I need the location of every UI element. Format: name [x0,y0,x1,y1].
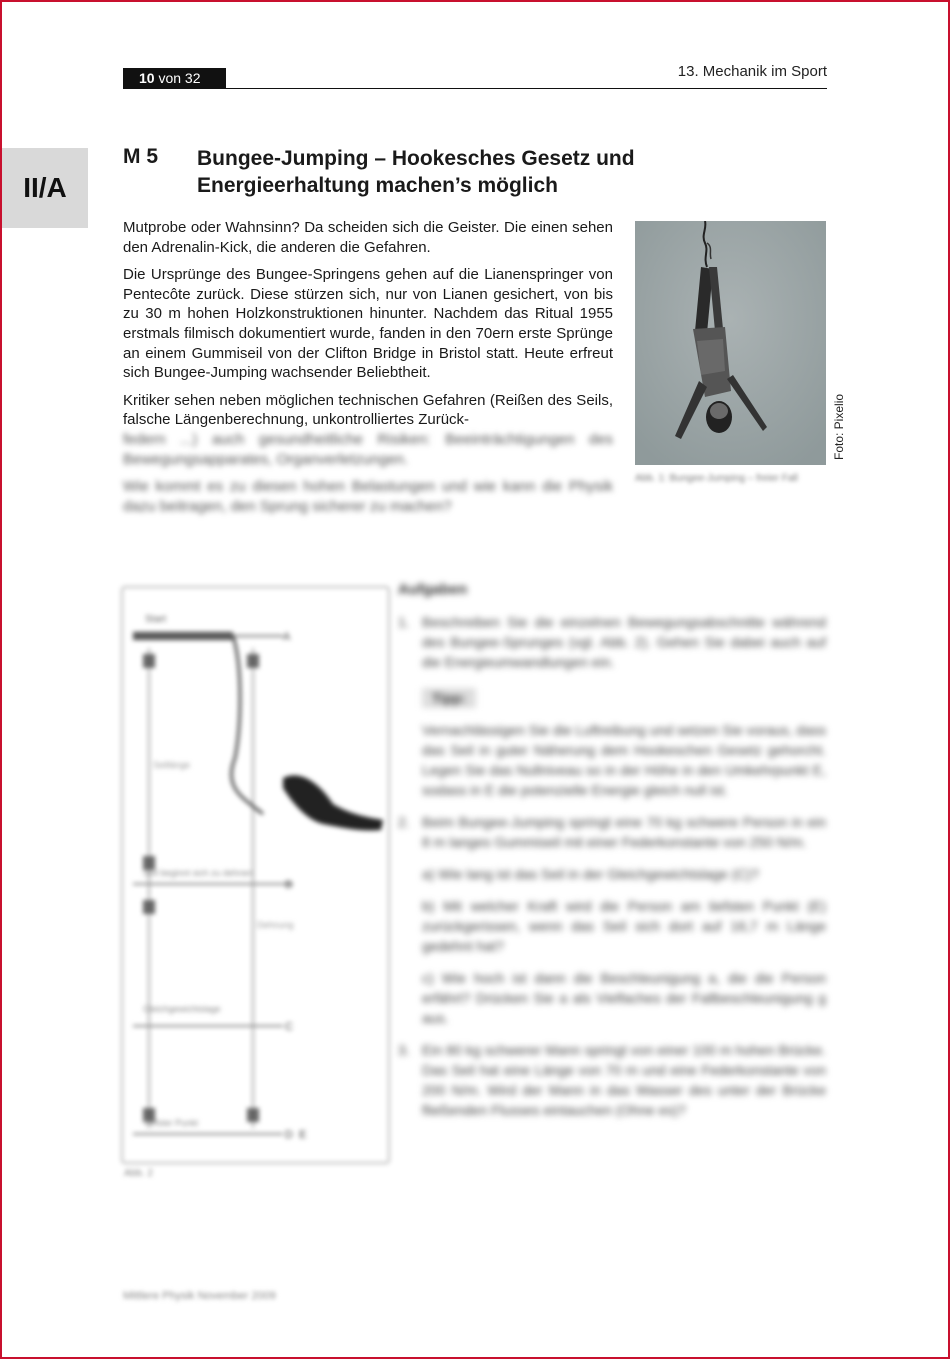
bungee-phases-diagram [123,588,388,1162]
chapter-title: 13. Mechanik im Sport [677,63,827,80]
diagram-label-a: A [283,631,291,643]
diagram-label-stretch: Dehnung [257,920,294,930]
photo-caption: Abb. 1: Bungee-Jumping – freier Fall [635,473,798,484]
diagram-label-c: C [285,1021,293,1033]
diagram-label-stretch-start: Seil beginnt sich zu dehnen [143,868,254,878]
section-tab: II/A [2,148,88,228]
diagram-caption: Abb. 2 [124,1168,153,1179]
bungee-jumper-image [635,221,826,465]
task-1: 1. Beschreiben Sie die einzelnen Bewegungsabschnitte während des Bungee-Sprunges (vgl. Abb. 2). Gehen Sie dabei auch auf die Energieumwandlungen ein. [398,614,826,670]
task-3-text: Ein 80 kg schwerer Mann springt von einer 100 m hohen Brücke. Das Seil hat eine Länge von 70 m und eine Federkonstante von 200 N/m. Wird der Mann in das Wasser des unter der Brücke fließenden Flusses eintauchen (Ohne es)? [422,1042,826,1118]
tip-label: Tipp: [422,688,476,708]
diagram-label-b: B [285,879,293,891]
paragraph-4-blurred: Wie kommt es zu diesen hohen Belastungen und wie kann die Physik dazu beitragen, den Sprung sicherer zu machen? [123,478,613,515]
header-divider [123,88,827,89]
title-line-2: Energieerhaltung machen’s möglich [197,174,558,197]
paragraph-1: Mutprobe oder Wahnsinn? Da scheiden sich die Geister. Die einen sehen den Adrenalin-Kick, die anderen die Gefahren. [123,219,613,256]
material-title [197,145,817,199]
task-2c: c) Wie hoch ist dann die Beschleunigung a, die die Person erfährt? Drücken Sie a als Vielfaches der Fallbeschleunigung g aus. [422,970,826,1026]
paragraph-3-blurred: federn ...) auch gesundheitliche Risiken: Beeinträchtigungen des Bewegungsapparates, Organverletzungen. [123,430,613,468]
bungee-diagram [121,586,390,1164]
task-1-text: Beschreiben Sie die einzelnen Bewegungsabschnitte während des Bungee-Sprunges (vgl. Abb. 2). Gehen Sie dabei auch auf die Energieumwandlungen ein. [422,614,826,670]
task-3: 3. Ein 80 kg schwerer Mann springt von einer 100 m hohen Brücke. Das Seil hat eine Länge von 70 m und eine Federkonstante von 200 N/m. Wird der Mann in das Wasser des unter der Brücke fließenden Flusses eintauchen (Ohne es)? [398,1042,826,1118]
paragraph-3 [123,391,613,430]
material-number: M 5 [123,145,159,168]
task-2-text: Beim Bungee-Jumping springt eine 70 kg schwere Person in ein 8 m langes Gummiseil mit einer Federkonstante von 250 N/m. [422,814,826,850]
diagram-label-equilibrium: Gleichgewichtslage [143,1004,221,1014]
intro-text [123,218,613,524]
page-number [123,68,226,88]
paragraph-3-visible: Kritiker sehen neben möglichen technischen Gefahren (Reißen des Seils, falsche Längenberechnung, unkontrolliertes Zurück- [123,391,613,429]
page-total: von 32 [158,70,201,86]
task-2a: a) Wie lang ist das Seil in der Gleichgewichtslage (C)? [422,866,759,882]
tasks-section [398,580,826,1132]
photo-credit: Foto: Pixelio [832,393,846,460]
footer: Mittlere Physik November 2009 [123,1290,276,1302]
tip-text: Vernachlässigen Sie die Luftreibung und setzen Sie voraus, dass das Seil in guter Näherung dem Hookeschen Gesetz gehorcht. Legen Sie das Nullniveau so in der Höhe in den Umkehrpunkt E, sodass in E die potenzielle Energie gleich null ist. [422,722,826,798]
diagram-label-start: Start [145,614,167,625]
paragraph-2: Die Ursprünge des Bungee-Springens gehen auf die Lianenspringer von Pentecôte zurück. Diese stürzen sich, nur von Lianen gesichert, von bis zu 30 m hohen Holzkonstruktionen hinunter. Nachdem das Ritual 1955 erstmals filmisch dokumentiert wurde, fanden in den 70ern erste Sprünge an einem Gummiseil von der Clifton Bridge in Bristol statt. Heute erfreut sich Bungee-Jumping wachsender Beliebtheit. [123,266,613,382]
bungee-photo [635,221,826,465]
task-2: 2. Beim Bungee-Jumping springt eine 70 kg schwere Person in ein 8 m langes Gummiseil mit einer Federkonstante von 250 N/m. [398,814,826,850]
diagram-label-e: E [299,1129,307,1141]
diagram-label-lowest-point: Tiefster Punkt [143,1118,199,1128]
diagram-label-rope-length: Seillänge [153,760,191,770]
task-2b: b) Mit welcher Kraft wird die Person am tiefsten Punkt (E) zurückgerissen, wenn das Seil sich dort auf 16,7 m Länge gedehnt hat? [422,898,826,954]
page-current: 10 [139,70,155,86]
tasks-heading: Aufgaben [398,581,468,598]
diagram-label-d: D [285,1129,293,1141]
title-line-1: Bungee-Jumping – Hookesches Gesetz und [197,147,635,170]
